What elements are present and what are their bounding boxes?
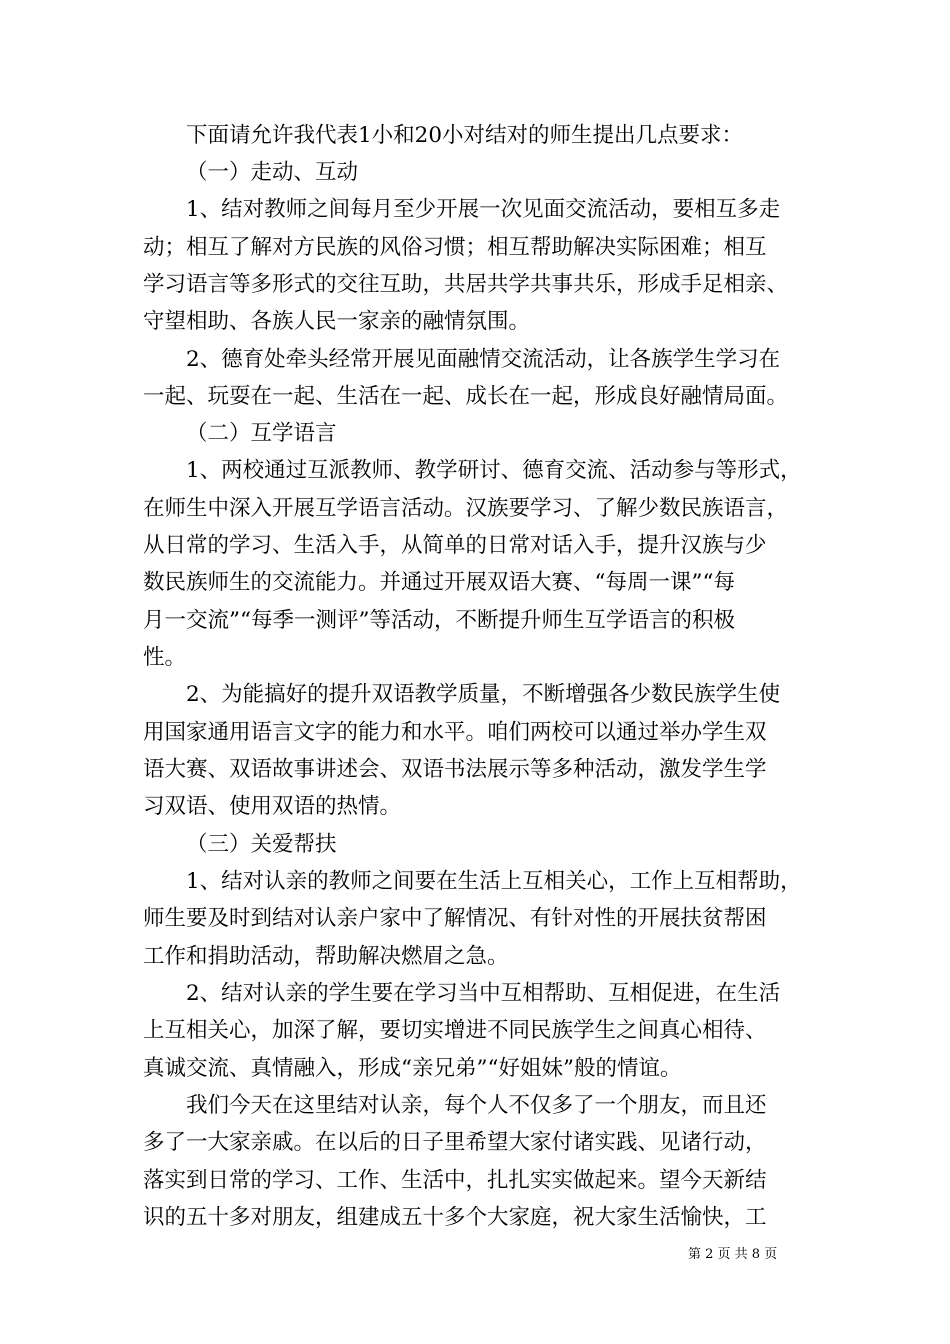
paragraph-line-5: 学习语言等多形式的交往互助，共居共学共事共乐，形成手足相亲、 <box>143 272 789 297</box>
section-heading-1: （一）走动、互动 <box>186 160 359 185</box>
paragraph-line-24: 2、结对认亲的学生要在学习当中互相帮助、互相促进，在生活 <box>186 981 781 1006</box>
paragraph-line-18: 语大赛、双语故事讲述会、双语书法展示等多种活动，激发学生学 <box>143 757 767 782</box>
paragraph-line-22: 师生要及时到结对认亲户家中了解情况、有针对性的开展扶贫帮困 <box>143 906 767 931</box>
paragraph-line-3: 1、结对教师之间每月至少开展一次见面交流活动，要相互多走 <box>186 197 781 222</box>
paragraph-line-28: 多了一大家亲戚。在以后的日子里希望大家付诸实践、见诸行动， <box>143 1130 767 1155</box>
paragraph-line-4: 动；相互了解对方民族的风俗习惯；相互帮助解决实际困难；相互 <box>143 235 767 260</box>
paragraph-line-29: 落实到日常的学习、工作、生活中，扎扎实实做起来。望今天新结 <box>143 1168 767 1193</box>
paragraph-line-13: 数民族师生的交流能力。并通过开展双语大赛、“每周一课”“每 <box>143 570 735 595</box>
paragraph-line-25: 上互相关心，加深了解，要切实增进不同民族学生之间真心相待、 <box>143 1018 767 1043</box>
page-number-footer: 第 2 页 共 8 页 <box>688 1247 778 1262</box>
paragraph-line-27: 我们今天在这里结对认亲，每个人不仅多了一个朋友，而且还 <box>186 1093 767 1118</box>
paragraph-line-30: 识的五十多对朋友，组建成五十多个大家庭，祝大家生活愉快，工 <box>143 1205 767 1230</box>
paragraph-line-10: 1、两校通过互派教师、教学研讨、德育交流、活动参与等形式， <box>186 458 802 483</box>
paragraph-line-8: 一起、玩耍在一起、生活在一起、成长在一起，形成良好融情局面。 <box>143 384 789 409</box>
paragraph-line-15: 性。 <box>143 645 187 670</box>
paragraph-line-23: 工作和捐助活动，帮助解决燃眉之急。 <box>143 944 509 969</box>
paragraph-line-26: 真诚交流、真情融入，形成“亲兄弟”“好姐妹”般的情谊。 <box>143 1056 682 1081</box>
section-heading-3: （三）关爱帮扶 <box>186 832 337 857</box>
paragraph-line-11: 在师生中深入开展互学语言活动。汉族要学习、了解少数民族语言， <box>143 496 789 521</box>
paragraph-line-19: 习双语、使用双语的热情。 <box>143 794 402 819</box>
paragraph-line-14: 月一交流”“每季一测评”等活动，不断提升师生互学语言的积极 <box>143 608 735 633</box>
paragraph-line-21: 1、结对认亲的教师之间要在生活上互相关心，工作上互相帮助， <box>186 869 802 894</box>
paragraph-line-7: 2、德育处牵头经常开展见面融情交流活动，让各族学生学习在 <box>186 347 781 372</box>
paragraph-line-17: 用国家通用语言文字的能力和水平。咱们两校可以通过举办学生双 <box>143 720 767 745</box>
paragraph-line-16: 2、为能搞好的提升双语教学质量，不断增强各少数民族学生使 <box>186 682 781 707</box>
section-heading-2: （二）互学语言 <box>186 421 337 446</box>
paragraph-line-6: 守望相助、各族人民一家亲的融情氛围。 <box>143 309 531 334</box>
paragraph-line-1: 下面请允许我代表1小和20小对结对的师生提出几点要求： <box>186 123 744 148</box>
paragraph-line-12: 从日常的学习、生活入手，从简单的日常对话入手，提升汉族与少 <box>143 533 767 558</box>
